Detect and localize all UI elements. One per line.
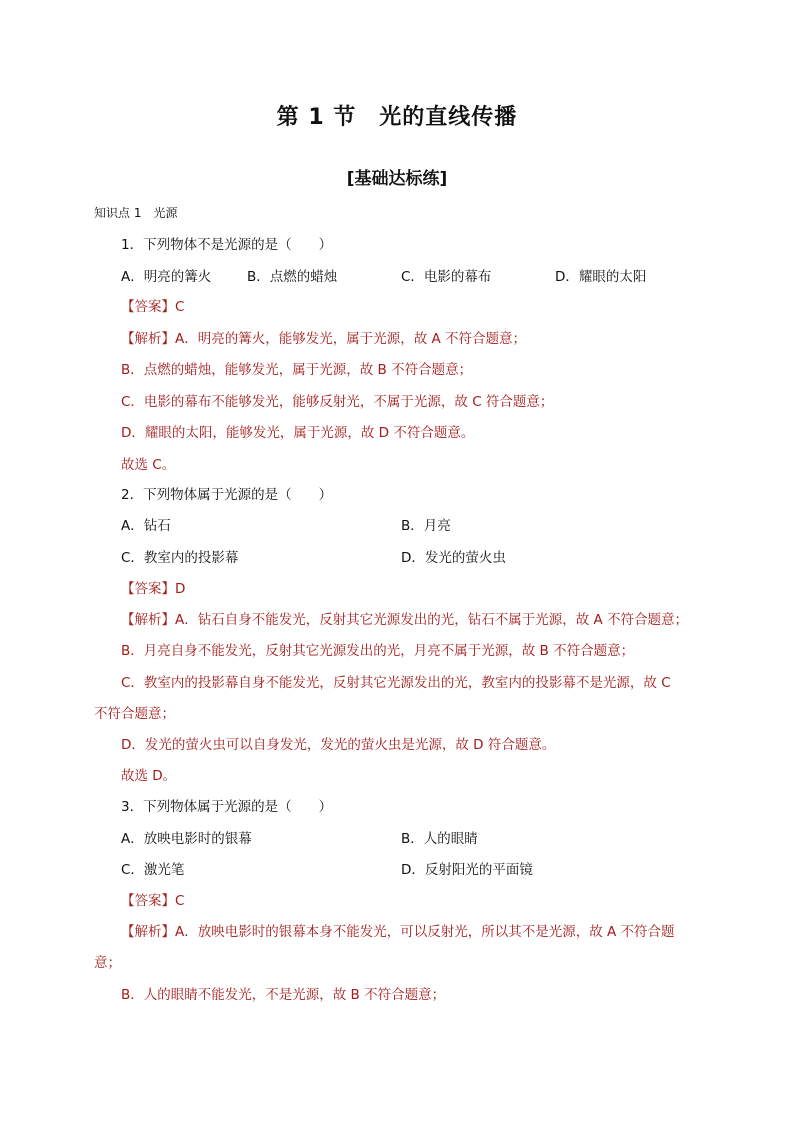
answer-tag: 【答案】: [121, 299, 175, 315]
question-2-conclusion: 故选 D。: [121, 768, 177, 784]
knowledge-point-heading: 知识点 1 光源: [94, 206, 178, 220]
answer-value: D: [175, 581, 186, 597]
question-1-option-c: C．电影的幕布: [401, 269, 492, 285]
question-2-option-c: C．教室内的投影幕: [121, 550, 239, 566]
analysis-text: A．放映电影时的银幕本身不能发光，可以反射光，所以其不是光源，故 A 不符合题: [175, 924, 675, 940]
question-1-conclusion: 故选 C。: [121, 457, 176, 473]
analysis-tag: 【解析】: [121, 924, 175, 940]
question-3-stem: 3．下列物体属于光源的是（ ）: [121, 799, 333, 815]
question-2-analysis-line-2: B．月亮自身不能发光，反射其它光源发出的光，月亮不属于光源，故 B 不符合题意；: [121, 643, 635, 659]
question-1-option-a: A．明亮的篝火: [121, 269, 212, 285]
analysis-text: A．明亮的篝火，能够发光，属于光源，故 A 不符合题意；: [175, 331, 527, 347]
question-3-analysis-line-1: [121, 922, 675, 942]
question-2-analysis-line-1: [121, 610, 688, 630]
question-1-analysis-line-3: C．电影的幕布不能够发光，能够反射光，不属于光源，故 C 符合题意；: [121, 394, 554, 410]
analysis-text: A．钻石自身不能发光，反射其它光源发出的光，钻石不属于光源，故 A 不符合题意；: [175, 612, 689, 628]
question-3-analysis-line-1-cont: 意；: [94, 955, 121, 971]
question-1-option-b: B．点燃的蜡烛: [247, 269, 338, 285]
question-3-answer: [121, 891, 184, 911]
question-1-analysis-line-1: [121, 329, 526, 349]
analysis-tag: 【解析】: [121, 612, 175, 628]
question-2-option-a: A．钻石: [121, 518, 171, 534]
question-3-option-d: D．反射阳光的平面镜: [401, 862, 533, 878]
question-2-answer: [121, 579, 185, 599]
question-1-stem: 1．下列物体不是光源的是（ ）: [121, 237, 333, 253]
question-2-stem: 2．下列物体属于光源的是（ ）: [121, 487, 333, 503]
question-2-option-d: D．发光的萤火虫: [401, 550, 506, 566]
question-3-option-a: A．放映电影时的银幕: [121, 831, 252, 847]
question-2-analysis-line-3: C．教室内的投影幕自身不能发光，反射其它光源发出的光，教室内的投影幕不是光源，故 C: [121, 675, 671, 691]
question-3-option-c: C．激光笔: [121, 862, 185, 878]
answer-value: C: [175, 299, 185, 315]
question-2-option-b: B．月亮: [401, 518, 451, 534]
answer-tag: 【答案】: [121, 893, 175, 909]
question-1-option-d: D．耀眼的太阳: [555, 269, 647, 285]
question-2-analysis-line-3-cont: 不符合题意；: [94, 706, 175, 722]
section-heading: [基础达标练]: [346, 169, 448, 189]
analysis-tag: 【解析】: [121, 331, 175, 347]
answer-value: C: [175, 893, 185, 909]
question-3-option-b: B．人的眼睛: [401, 831, 478, 847]
answer-tag: 【答案】: [121, 581, 175, 597]
page-title: 第 1 节 光的直线传播: [276, 105, 518, 130]
question-1-answer: [121, 297, 184, 317]
question-2-analysis-line-4: D．发光的萤火虫可以自身发光，发光的萤火虫是光源，故 D 符合题意。: [121, 737, 556, 753]
question-3-analysis-line-2: B．人的眼睛不能发光，不是光源，故 B 不符合题意；: [121, 987, 446, 1003]
question-1-analysis-line-4: D．耀眼的太阳，能够发光，属于光源，故 D 不符合题意。: [121, 425, 475, 441]
question-1-analysis-line-2: B．点燃的蜡烛，能够发光，属于光源，故 B 不符合题意；: [121, 362, 473, 378]
